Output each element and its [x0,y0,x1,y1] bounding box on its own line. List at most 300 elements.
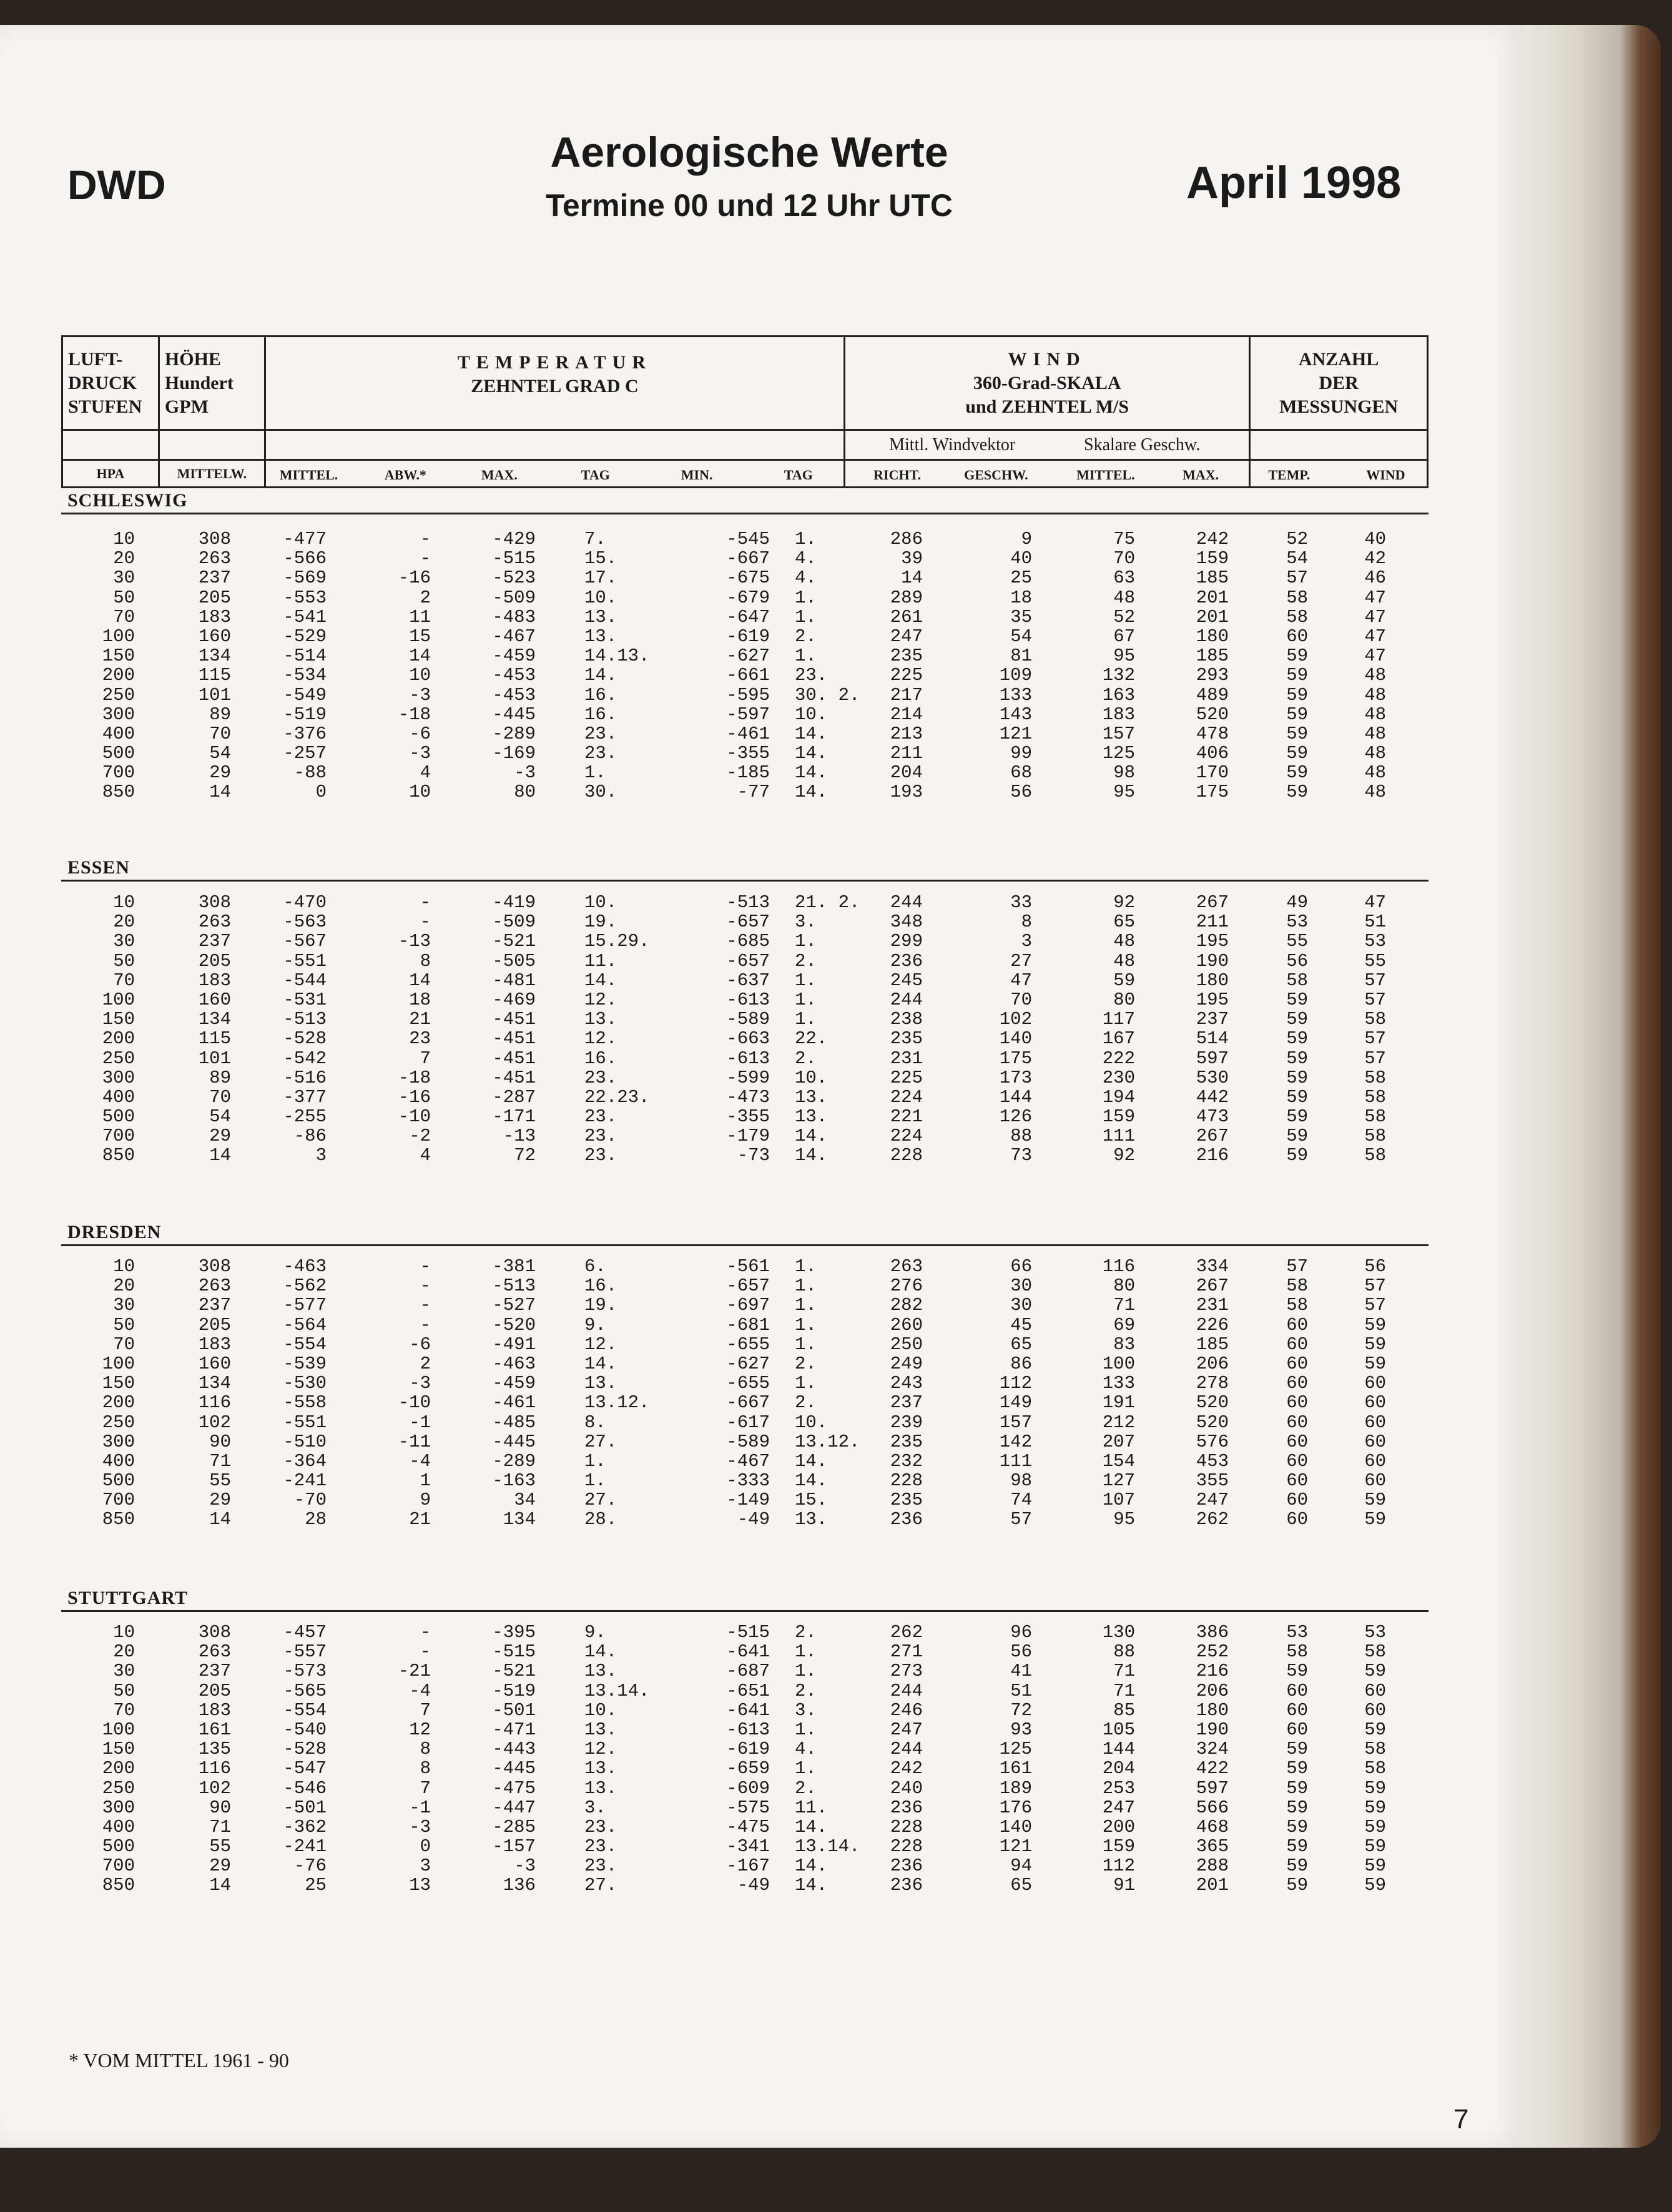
cell-min: -49 [737,1509,770,1530]
cell-geschw: 66 [1010,1256,1032,1277]
cell-n-wind: 58 [1364,1758,1386,1779]
cell-tag-min: 1. [795,1009,817,1030]
cell-n-temp: 60 [1286,1719,1308,1740]
station-data [61,1257,1429,1530]
cell-abw: 8 [420,1739,431,1760]
cell-mittel: -255 [283,1106,327,1128]
cell-mittel: -477 [283,529,327,549]
cell-n-wind: 59 [1364,1353,1386,1374]
cell-geschw: 33 [1010,892,1032,913]
cell-hpa: 100 [102,1353,135,1374]
cell-wmittel: 48 [1113,950,1135,971]
cell-hpa: 100 [102,989,135,1010]
cell-abw: - [420,529,431,549]
cell-hpa: 250 [102,1412,135,1433]
cell-tag-min: 1. [795,970,817,991]
cell-wmax: 242 [1196,529,1229,549]
cell-hoehe: 70 [209,1086,231,1108]
cell-tag-max: 13. [584,1719,617,1740]
cell-richt: 228 [890,1836,923,1857]
cell-min: -657 [726,912,770,933]
cell-richt: 236 [890,950,923,971]
cell-max: -475 [492,1777,536,1799]
cell-mittel: -573 [283,1661,327,1682]
cell-min: -619 [726,1739,770,1760]
cell-wmittel: 194 [1102,1086,1135,1108]
cell-max: -447 [492,1797,536,1818]
cell-wmax: 206 [1196,1353,1229,1374]
cell-richt: 224 [890,1126,923,1147]
cell-abw: 18 [409,989,431,1010]
cell-min: -675 [726,568,770,589]
cell-abw: 2 [420,1353,431,1374]
cell-n-temp: 59 [1286,704,1308,725]
cell-richt: 235 [890,1028,923,1049]
cell-hoehe: 263 [198,1641,231,1663]
cell-max: -519 [492,1680,536,1701]
cell-n-temp: 59 [1286,1086,1308,1108]
cell-tag-max: 10. [584,892,617,913]
cell-hoehe: 183 [198,1699,231,1721]
cell-mittel: -257 [283,743,327,764]
cell-tag-max: 15.29. [584,931,650,952]
cell-max: -459 [492,646,536,667]
cell-hpa: 850 [102,1145,135,1166]
cell-richt: 225 [890,665,923,686]
cell-mittel: -562 [283,1276,327,1297]
cell-max: -509 [492,912,536,933]
cell-hpa: 10 [113,1622,135,1643]
cell-abw: 23 [409,1028,431,1049]
cell-abw: 8 [420,1758,431,1779]
table-row [61,588,1429,607]
cell-richt: 225 [890,1067,923,1088]
cell-richt: 244 [890,892,923,913]
cell-min: -513 [726,892,770,913]
unit-anz-temp: TEMP. [1268,467,1311,483]
cell-tag-max: 12. [584,989,617,1010]
page-title: Aerologische Werte [550,129,948,176]
cell-hpa: 250 [102,1777,135,1799]
cell-mittel: -554 [283,1334,327,1355]
cell-richt: 246 [890,1699,923,1721]
cell-geschw: 3 [1021,931,1032,952]
cell-n-wind: 59 [1364,1490,1386,1511]
cell-hoehe: 237 [198,1295,231,1316]
cell-min: -619 [726,626,770,647]
cell-min: -627 [726,1353,770,1374]
cell-n-wind: 59 [1364,1661,1386,1682]
cell-mittel: -558 [283,1392,327,1413]
cell-n-temp: 60 [1286,1699,1308,1721]
cell-geschw: 126 [999,1106,1032,1128]
station-data [61,1623,1429,1895]
cell-richt: 250 [890,1334,923,1355]
cell-geschw: 81 [1010,646,1032,667]
unit-temp-min: MIN. [681,467,713,483]
cell-richt: 245 [890,970,923,991]
cell-richt: 224 [890,1086,923,1108]
cell-hpa: 700 [102,1856,135,1877]
cell-tag-min: 1. [795,1719,817,1740]
cell-tag-max: 23. [584,723,617,744]
cell-tag-max: 12. [584,1028,617,1049]
units-temperatur [265,460,844,488]
unit-temp-max: MAX. [481,467,518,483]
cell-hpa: 850 [102,1509,135,1530]
cell-tag-min: 21. 2. [795,892,860,913]
cell-tag-min: 1. [795,587,817,608]
cell-hoehe: 160 [198,626,231,647]
cell-tag-max: 9. [584,1314,606,1335]
cell-richt: 39 [901,548,923,569]
cell-tag-max: 14.13. [584,646,650,667]
cell-max: -461 [492,1392,536,1413]
cell-max: -289 [492,1450,536,1472]
cell-mittel: -364 [283,1450,327,1472]
table-row [61,1779,1429,1798]
cell-tag-max: 19. [584,912,617,933]
cell-n-temp: 59 [1286,1797,1308,1818]
cell-hoehe: 115 [198,665,231,686]
cell-mittel: -510 [283,1431,327,1452]
cell-geschw: 111 [999,1450,1032,1472]
cell-wmax: 195 [1196,989,1229,1010]
cell-tag-min: 14. [795,1145,828,1166]
table-row [61,1875,1429,1895]
cell-min: -73 [737,1145,770,1166]
cell-abw: 4 [420,762,431,784]
cell-hpa: 700 [102,762,135,784]
cell-min: -657 [726,1276,770,1297]
table-row [61,1335,1429,1354]
cell-wmittel: 75 [1113,529,1135,549]
cell-min: -687 [726,1661,770,1682]
cell-wmax: 267 [1196,1126,1229,1147]
unit-temp-tag1: TAG [581,467,610,483]
cell-wmax: 226 [1196,1314,1229,1335]
header-wind-sub [845,430,1250,460]
cell-tag-min: 13. [795,1106,828,1128]
cell-n-temp: 59 [1286,684,1308,705]
cell-max: -171 [492,1106,536,1128]
unit-wind-max: MAX. [1183,467,1219,483]
cell-min: -651 [726,1680,770,1701]
cell-wmax: 247 [1196,1490,1229,1511]
cell-hoehe: 205 [198,950,231,971]
cell-wmittel: 204 [1102,1758,1135,1779]
cell-n-wind: 48 [1364,665,1386,686]
cell-n-temp: 59 [1286,743,1308,764]
cell-max: -485 [492,1412,536,1433]
cell-wmittel: 127 [1102,1470,1135,1492]
cell-n-temp: 54 [1286,548,1308,569]
cell-hoehe: 263 [198,548,231,569]
table-row [61,1276,1429,1295]
cell-geschw: 65 [1010,1875,1032,1896]
cell-n-wind: 48 [1364,684,1386,705]
cell-n-temp: 60 [1286,1509,1308,1530]
cell-richt: 348 [890,912,923,933]
cell-richt: 244 [890,1739,923,1760]
cell-max: -453 [492,665,536,686]
cell-hpa: 850 [102,1875,135,1896]
cell-wmax: 288 [1196,1856,1229,1877]
cell-max: -453 [492,684,536,705]
cell-tag-min: 2. [795,950,817,971]
cell-hoehe: 263 [198,1276,231,1297]
cell-geschw: 133 [999,684,1032,705]
cell-wmittel: 144 [1102,1739,1135,1760]
cell-n-wind: 48 [1364,743,1386,764]
cell-min: -609 [726,1777,770,1799]
cell-richt: 214 [890,704,923,725]
cell-tag-min: 30. 2. [795,684,860,705]
cell-tag-max: 12. [584,1739,617,1760]
units-wind [845,460,1250,488]
cell-n-wind: 47 [1364,587,1386,608]
cell-n-temp: 56 [1286,950,1308,971]
cell-wmax: 520 [1196,1412,1229,1433]
table-row [61,1126,1429,1146]
cell-max: -443 [492,1739,536,1760]
cell-tag-max: 14. [584,665,617,686]
cell-hoehe: 14 [209,1875,231,1896]
cell-mittel: -557 [283,1641,327,1663]
cell-geschw: 65 [1010,1334,1032,1355]
cell-richt: 211 [890,743,923,764]
cell-mittel: 3 [315,1145,327,1166]
cell-richt: 228 [890,1470,923,1492]
cell-tag-min: 1. [795,606,817,627]
cell-hpa: 400 [102,1086,135,1108]
cell-wmax: 514 [1196,1028,1229,1049]
cell-max: 136 [503,1875,536,1896]
cell-wmittel: 183 [1102,704,1135,725]
cell-min: -667 [726,1392,770,1413]
cell-min: -149 [726,1490,770,1511]
cell-hpa: 150 [102,1739,135,1760]
cell-abw: - [420,1256,431,1277]
cell-mittel: -457 [283,1622,327,1643]
cell-tag-min: 13. [795,1509,828,1530]
cell-n-temp: 59 [1286,723,1308,744]
cell-richt: 228 [890,1816,923,1837]
cell-n-wind: 47 [1364,606,1386,627]
cell-n-temp: 59 [1286,1126,1308,1147]
cell-geschw: 45 [1010,1314,1032,1335]
cell-abw: 9 [420,1490,431,1511]
cell-hoehe: 183 [198,970,231,991]
cell-tag-min: 14. [795,1856,828,1877]
cell-hpa: 30 [113,1661,135,1682]
cell-tag-min: 1. [795,1641,817,1663]
cell-richt: 236 [890,1797,923,1818]
cell-tag-min: 10. [795,1067,828,1088]
cell-tag-max: 13. [584,1009,617,1030]
table-row [61,1354,1429,1374]
cell-hoehe: 102 [198,1412,231,1433]
cell-wmax: 473 [1196,1106,1229,1128]
wind-sub-vector: Mittl. Windvektor [889,435,1016,455]
cell-wmittel: 191 [1102,1392,1135,1413]
cell-max: -13 [503,1126,536,1147]
cell-geschw: 86 [1010,1353,1032,1374]
cell-n-temp: 60 [1286,1412,1308,1433]
cell-hoehe: 205 [198,587,231,608]
cell-wmittel: 85 [1113,1699,1135,1721]
cell-wmax: 180 [1196,970,1229,991]
unit-anz-wind: WIND [1366,467,1405,483]
cell-geschw: 121 [999,723,1032,744]
cell-wmax: 216 [1196,1661,1229,1682]
cell-min: -613 [726,1719,770,1740]
cell-mittel: -563 [283,912,327,933]
cell-max: -521 [492,1661,536,1682]
cell-hpa: 30 [113,568,135,589]
cell-geschw: 35 [1010,606,1032,627]
cell-n-temp: 59 [1286,989,1308,1010]
cell-mittel: -547 [283,1758,327,1779]
cell-hoehe: 134 [198,1373,231,1394]
cell-geschw: 140 [999,1816,1032,1837]
cell-hoehe: 29 [209,1490,231,1511]
cell-tag-min: 1. [795,1314,817,1335]
cell-mittel: -540 [283,1719,327,1740]
cell-tag-max: 11. [584,950,617,971]
cell-wmax: 185 [1196,1334,1229,1355]
cell-hpa: 250 [102,1048,135,1069]
cell-abw: -10 [398,1106,431,1128]
cell-max: -445 [492,704,536,725]
table-row [61,1068,1429,1088]
table-row [61,1837,1429,1856]
cell-wmittel: 71 [1113,1661,1135,1682]
cell-n-temp: 49 [1286,892,1308,913]
cell-hoehe: 308 [198,1256,231,1277]
cell-hpa: 50 [113,587,135,608]
cell-mittel: -544 [283,970,327,991]
cell-n-wind: 60 [1364,1680,1386,1701]
cell-n-wind: 40 [1364,529,1386,549]
cell-richt: 243 [890,1373,923,1394]
cell-mittel: -531 [283,989,327,1010]
cell-wmittel: 133 [1102,1373,1135,1394]
cell-n-wind: 60 [1364,1373,1386,1394]
cell-abw: - [420,1276,431,1297]
cell-geschw: 121 [999,1836,1032,1857]
cell-abw: 2 [420,587,431,608]
cell-hpa: 400 [102,1450,135,1472]
table-row [61,1374,1429,1393]
cell-max: -163 [492,1470,536,1492]
cell-geschw: 157 [999,1412,1032,1433]
cell-abw: -18 [398,704,431,725]
cell-n-wind: 60 [1364,1699,1386,1721]
cell-min: -661 [726,665,770,686]
cell-mittel: 28 [305,1509,327,1530]
cell-hoehe: 14 [209,782,231,803]
cell-n-wind: 53 [1364,931,1386,952]
cell-wmittel: 247 [1102,1797,1135,1818]
cell-wmittel: 95 [1113,646,1135,667]
cell-n-temp: 60 [1286,1431,1308,1452]
cell-max: -419 [492,892,536,913]
table-row [61,1088,1429,1107]
cell-richt: 273 [890,1661,923,1682]
cell-hoehe: 54 [209,1106,231,1128]
cell-min: -185 [726,762,770,784]
cell-geschw: 102 [999,1009,1032,1030]
cell-min: -461 [726,723,770,744]
cell-geschw: 73 [1010,1145,1032,1166]
table-row [61,1010,1429,1029]
cell-tag-max: 23. [584,1126,617,1147]
cell-abw: -18 [398,1067,431,1088]
cell-min: -613 [726,989,770,1010]
cell-tag-max: 12. [584,1334,617,1355]
cell-abw: 1 [420,1470,431,1492]
cell-wmax: 201 [1196,587,1229,608]
cell-wmax: 175 [1196,782,1229,803]
cell-min: -167 [726,1856,770,1877]
cell-wmax: 597 [1196,1777,1229,1799]
cell-wmittel: 222 [1102,1048,1135,1069]
cell-tag-min: 1. [795,931,817,952]
table-row [61,951,1429,971]
cell-richt: 289 [890,587,923,608]
cell-hoehe: 71 [209,1816,231,1837]
cell-hpa: 100 [102,1719,135,1740]
cell-tag-max: 27. [584,1875,617,1896]
cell-max: -481 [492,970,536,991]
cell-wmittel: 71 [1113,1680,1135,1701]
cell-n-temp: 59 [1286,646,1308,667]
cell-tag-min: 4. [795,548,817,569]
cell-abw: 0 [420,1836,431,1857]
cell-n-temp: 59 [1286,1777,1308,1799]
cell-n-wind: 48 [1364,704,1386,725]
cell-geschw: 56 [1010,782,1032,803]
cell-n-temp: 59 [1286,1028,1308,1049]
cell-richt: 236 [890,1875,923,1896]
cell-min: -659 [726,1758,770,1779]
cell-wmax: 324 [1196,1739,1229,1760]
cell-mittel: -528 [283,1739,327,1760]
cell-min: -627 [726,646,770,667]
cell-n-wind: 47 [1364,892,1386,913]
cell-hpa: 10 [113,529,135,549]
cell-geschw: 142 [999,1431,1032,1452]
cell-geschw: 72 [1010,1699,1032,1721]
cell-geschw: 27 [1010,950,1032,971]
cell-tag-max: 7. [584,529,606,549]
cell-n-wind: 60 [1364,1450,1386,1472]
cell-mittel: -70 [293,1490,327,1511]
unit-mittelw: MITTELW. [159,460,265,488]
cell-mittel: -241 [283,1470,327,1492]
cell-n-wind: 53 [1364,1622,1386,1643]
station-rule [61,513,1429,514]
wind-sub-scalar: Skalare Geschw. [1084,435,1201,455]
cell-hpa: 50 [113,1680,135,1701]
cell-wmax: 185 [1196,568,1229,589]
table-row [61,931,1429,951]
cell-mittel: -86 [293,1126,327,1147]
cell-wmittel: 130 [1102,1622,1135,1643]
cell-wmittel: 95 [1113,1509,1135,1530]
cell-wmittel: 52 [1113,606,1135,627]
